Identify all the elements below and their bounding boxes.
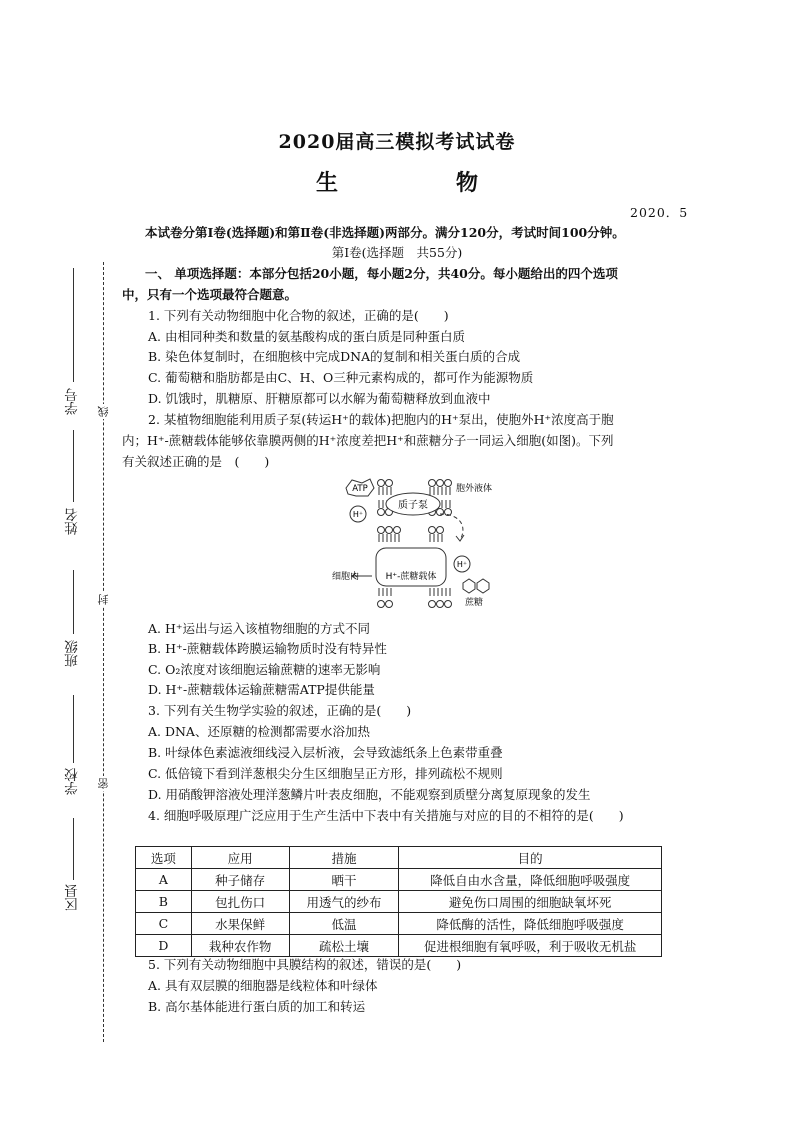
- transport-diagram: [332, 478, 502, 612]
- label-class: 班级: [65, 640, 81, 667]
- label-district: 区县: [65, 884, 81, 911]
- atp-label: ATP: [352, 484, 368, 494]
- table-cell: 栽种农作物: [191, 935, 289, 957]
- sucrose-ring-2: [477, 579, 489, 593]
- binding-line: [103, 262, 104, 1042]
- option-b[interactable]: B. 叶绿体色素滤液细线浸入层析液，会导致滤纸条上色素带重叠: [148, 745, 503, 760]
- blank-student-id[interactable]: [73, 268, 74, 382]
- table-cell: 降低酶的活性，降低细胞呼吸强度: [399, 913, 662, 935]
- proton-pump-label: 质子泵: [398, 500, 428, 511]
- table-cell: D: [136, 935, 192, 957]
- label-student-id: 学号: [65, 388, 81, 415]
- table-header: 目的: [399, 847, 662, 869]
- table-cell: 用透气的纱布: [289, 891, 399, 913]
- carrier-label: H⁺-蔗糖载体: [385, 572, 437, 582]
- question-stem: 1. 下列有关动物细胞中化合物的叙述，正确的是( ): [148, 308, 449, 323]
- option-d[interactable]: D. 用硝酸钾溶液处理洋葱鳞片叶表皮细胞，不能观察到质壁分离复原现象的发生: [148, 787, 591, 802]
- table-cell: 低温: [289, 913, 399, 935]
- seal-mark-feng: 封: [97, 594, 110, 605]
- option-d[interactable]: D. H⁺-蔗糖载体运输蔗糖需ATP提供能量: [148, 682, 375, 697]
- table-cell: 降低自由水含量，降低细胞呼吸强度: [399, 869, 662, 891]
- option-a[interactable]: A. 具有双层膜的细胞器是线粒体和叶绿体: [148, 978, 378, 993]
- question-stem: 3. 下列有关生物学实验的叙述，正确的是( ): [148, 703, 412, 718]
- h-ion-lower-label: H⁺: [456, 560, 468, 569]
- h-ion-upper-label: H⁺: [352, 510, 364, 519]
- table-cell: B: [136, 891, 192, 913]
- table-cell: 疏松土壤: [289, 935, 399, 957]
- inside-label: 细胞内: [332, 572, 360, 582]
- option-c[interactable]: C. 低倍镜下看到洋葱根尖分生区细胞呈正方形，排列疏松不规则: [148, 766, 503, 781]
- table-header: 选项: [136, 847, 192, 869]
- section-heading-cont: 中，只有一个选项最符合题意。: [122, 287, 298, 302]
- option-d[interactable]: D. 饥饿时，肌糖原、肝糖原都可以水解为葡萄糖释放到血液中: [148, 391, 491, 406]
- outside-label: 胞外液体: [456, 484, 493, 494]
- option-c[interactable]: C. 葡萄糖和脂肪都是由C、H、O三种元素构成的，都可作为能源物质: [148, 370, 534, 385]
- option-b[interactable]: B. 高尔基体能进行蛋白质的加工和转运: [148, 999, 366, 1014]
- blank-district[interactable]: [73, 818, 74, 880]
- option-a[interactable]: A. H⁺运出与运入该植物细胞的方式不同: [148, 621, 370, 636]
- sucrose-ring-1: [463, 579, 475, 593]
- exam-title: 2020届高三模拟考试试卷: [278, 131, 516, 153]
- exam-intro: 本试卷分第Ⅰ卷(选择题)和第Ⅱ卷(非选择题)两部分。满分120分，考试时间100分钟。: [145, 225, 625, 240]
- table-row: [136, 869, 662, 891]
- label-name: 姓名: [65, 508, 81, 535]
- table-cell: 包扎伤口: [191, 891, 289, 913]
- table-row: [136, 891, 662, 913]
- sucrose-label: 蔗糖: [465, 598, 484, 608]
- table-cell: 避免伤口周围的细胞缺氧坏死: [399, 891, 662, 913]
- question-stem-cont: 有关叙述正确的是 ( ): [122, 454, 270, 469]
- blank-school[interactable]: [73, 695, 74, 763]
- options-table: [135, 846, 662, 957]
- question-stem: 4. 细胞呼吸原理广泛应用于生产生活中下表中有关措施与对应的目的不相符的是( ): [148, 808, 624, 823]
- option-a[interactable]: A. 由相同种类和数量的氨基酸构成的蛋白质是同种蛋白质: [148, 329, 465, 344]
- table-row: [136, 913, 662, 935]
- table-cell: A: [136, 869, 192, 891]
- table-cell: 晒干: [289, 869, 399, 891]
- table-cell: 促进根细胞有氧呼吸，利于吸收无机盐: [399, 935, 662, 957]
- option-a[interactable]: A. DNA、还原糖的检测都需要水浴加热: [148, 724, 370, 739]
- table-cell: C: [136, 913, 192, 935]
- blank-class[interactable]: [73, 570, 74, 634]
- exam-date: 2020．5: [630, 205, 689, 220]
- option-b[interactable]: B. H⁺-蔗糖载体跨膜运输物质时没有特异性: [148, 641, 387, 656]
- table-cell: 种子储存: [191, 869, 289, 891]
- table-cell: 水果保鲜: [191, 913, 289, 935]
- table-header-row: [136, 847, 662, 869]
- h-flow-arrow: [440, 514, 463, 540]
- blank-name[interactable]: [73, 430, 74, 502]
- seal-mark-mi: 密: [97, 778, 110, 789]
- question-stem: 2. 某植物细胞能利用质子泵(转运H⁺的载体)把胞内的H⁺泵出，使胞外H⁺浓度高于胞: [148, 412, 614, 427]
- seal-mark-xian: 线: [97, 406, 110, 417]
- option-b[interactable]: B. 染色体复制时，在细胞核中完成DNA的复制和相关蛋白质的合成: [148, 349, 521, 364]
- subject-title: 生 物: [315, 170, 526, 196]
- table-header: 措施: [289, 847, 399, 869]
- label-school: 学校: [65, 768, 81, 795]
- part-heading: 第Ⅰ卷(选择题 共55分): [331, 245, 463, 260]
- option-c[interactable]: C. O₂浓度对该细胞运输蔗糖的速率无影响: [148, 662, 381, 677]
- table-header: 应用: [191, 847, 289, 869]
- section-heading: 一、 单项选择题：本部分包括20小题，每小题2分，共40分。每小题给出的四个选项: [145, 266, 618, 281]
- question-stem-cont: 内；H⁺-蔗糖载体能够依靠膜两侧的H⁺浓度差把H⁺和蔗糖分子一同运入细胞(如图)。下列: [122, 433, 614, 448]
- question-stem: 5. 下列有关动物细胞中具膜结构的叙述，错误的是( ): [148, 957, 462, 972]
